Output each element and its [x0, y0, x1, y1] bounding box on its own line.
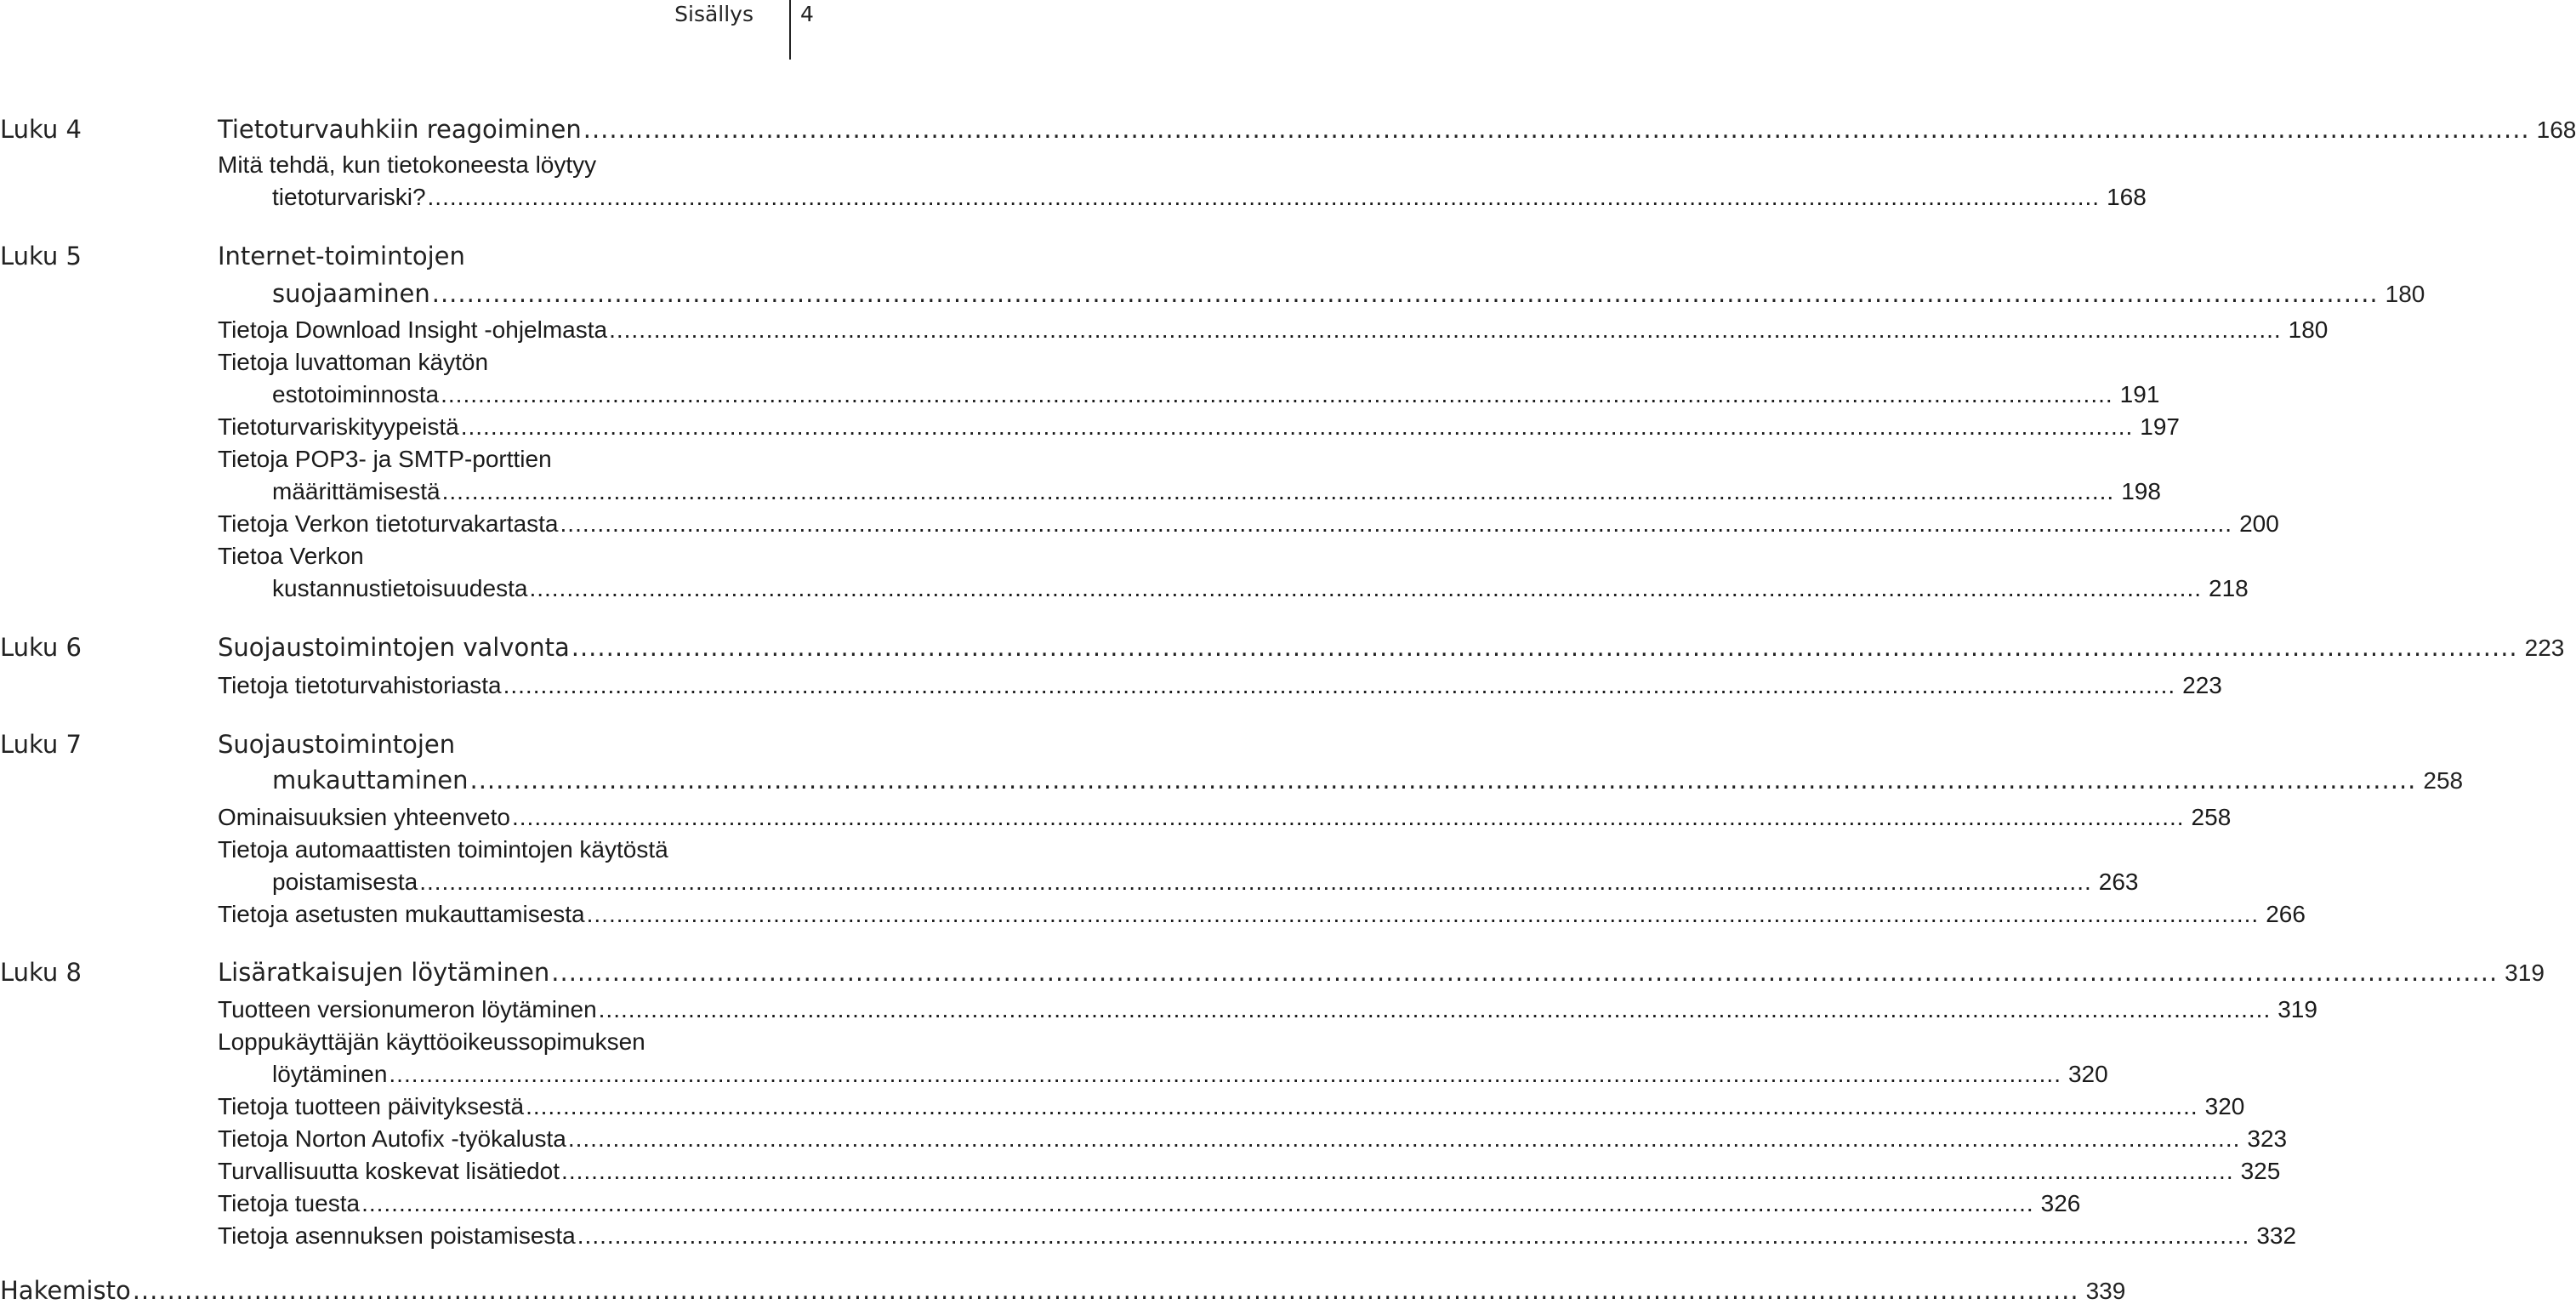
dot-leader: ................................................................................................................................................................................................................................	[460, 413, 2134, 440]
toc-entry-text: Loppukäyttäjän käyttöoikeussopimuksen	[218, 1028, 645, 1055]
dot-leader: ................................................................................................................................................................................................................................	[389, 1061, 2061, 1087]
page-number: 197	[2140, 413, 2180, 440]
toc-entry-text: Tietoja asetusten mukauttamisesta	[218, 901, 585, 927]
page-number: 320	[2204, 1093, 2245, 1119]
dot-leader: ................................................................................................................................................................................................................................	[361, 1190, 2034, 1216]
toc-entry-link[interactable]	[272, 869, 2139, 896]
page-number: 266	[2266, 901, 2306, 927]
page-number: 191	[2119, 381, 2160, 407]
toc-heading-text: mukauttaminen	[272, 766, 469, 795]
toc-entry-text: Tietoja Norton Autofix -työkalusta	[218, 1125, 566, 1152]
dot-leader: ................................................................................................................................................................................................................................	[567, 1125, 2241, 1152]
page-number: 180	[2385, 281, 2425, 307]
chapter-label: Luku 4	[0, 115, 82, 144]
toc-heading-text: Suojaustoimintojen valvonta	[218, 633, 570, 662]
header-page-number: 4	[800, 2, 814, 26]
dot-leader: ................................................................................................................................................................................................................................	[431, 279, 2379, 308]
toc-entry-link[interactable]	[272, 381, 2160, 408]
toc-entry-text: tietoturvariski?	[272, 184, 426, 210]
toc-entry-link[interactable]	[218, 672, 2222, 699]
toc-heading-text: Suojaustoimintojen	[218, 730, 456, 759]
toc-entry-text: Tietoja asennuksen poistamisesta	[218, 1222, 576, 1249]
page-number: 319	[2505, 960, 2545, 986]
toc-heading-text: Tietoturvauhkiin reagoiminen	[218, 115, 582, 144]
dot-leader: ................................................................................................................................................................................................................................	[469, 766, 2417, 795]
dot-leader: ................................................................................................................................................................................................................................	[529, 575, 2202, 601]
page-number: 263	[2098, 869, 2139, 895]
chapter-label: Luku 6	[0, 633, 82, 662]
toc-entry-text: Tietoa Verkon	[218, 543, 364, 569]
toc-entry-link[interactable]	[218, 413, 2180, 441]
page-number: 198	[2121, 478, 2161, 504]
chapter-label: Luku 8	[0, 958, 82, 987]
toc-entry-link[interactable]	[218, 316, 2329, 344]
toc-entry-text: kustannustietoisuudesta	[272, 575, 528, 601]
toc-entry-link[interactable]	[272, 1061, 2108, 1088]
dot-leader: ................................................................................................................................................................................................................................	[598, 996, 2272, 1022]
dot-leader: ................................................................................................................................................................................................................................	[561, 1158, 2234, 1184]
page-number: 258	[2191, 804, 2232, 830]
page-number: 326	[2040, 1190, 2081, 1216]
toc-entry-link[interactable]	[218, 1222, 2297, 1250]
toc-heading-text: suojaaminen	[272, 279, 430, 308]
toc-entry-text: Mitä tehdä, kun tietokoneesta löytyy	[218, 151, 597, 178]
toc-heading-link[interactable]	[218, 115, 2576, 144]
toc-heading-link[interactable]	[272, 279, 2425, 308]
dot-leader: ................................................................................................................................................................................................................................	[441, 381, 2113, 407]
toc-entry-text: estotoiminnosta	[272, 381, 440, 407]
page-number: 168	[2107, 184, 2147, 210]
dot-leader: ................................................................................................................................................................................................................................	[503, 672, 2176, 698]
dot-leader: ................................................................................................................................................................................................................................	[571, 633, 2518, 662]
toc-entry-link[interactable]	[272, 575, 2249, 602]
dot-leader: ................................................................................................................................................................................................................................	[583, 115, 2530, 144]
toc-entry-link[interactable]	[218, 804, 2232, 831]
page-number: 339	[2085, 1278, 2126, 1304]
page-number: 332	[2256, 1222, 2297, 1249]
chapter-label: Luku 7	[0, 730, 82, 759]
dot-leader: ................................................................................................................................................................................................................................	[526, 1093, 2198, 1119]
dot-leader: ................................................................................................................................................................................................................................	[419, 869, 2092, 895]
toc-entry-text: Tietoja POP3- ja SMTP-porttien	[218, 446, 552, 472]
page-number: 223	[2182, 672, 2222, 698]
page-number: 320	[2067, 1061, 2108, 1087]
page-number: 200	[2239, 510, 2279, 537]
toc-entry-text: Ominaisuuksien yhteenveto	[218, 804, 510, 830]
page-number: 323	[2247, 1125, 2288, 1152]
toc-entry-text: Tietoja automaattisten toimintojen käytöstä	[218, 836, 668, 863]
toc-entry-text: Turvallisuutta koskevat lisätiedot	[218, 1158, 560, 1184]
toc-heading-text: Lisäratkaisujen löytäminen	[218, 958, 550, 987]
toc-entry-link[interactable]	[218, 1125, 2288, 1153]
dot-leader: ................................................................................................................................................................................................................................	[511, 804, 2185, 830]
page-number: 168	[2536, 117, 2576, 143]
toc-heading-link[interactable]	[218, 633, 2565, 662]
toc-heading-text: Hakemisto	[0, 1276, 131, 1305]
toc-entry-link[interactable]	[218, 901, 2306, 928]
toc-entry-text: poistamisesta	[272, 869, 418, 895]
toc-entry-link[interactable]	[272, 478, 2161, 505]
toc-entry-link[interactable]	[218, 1190, 2081, 1217]
page-number: 325	[2240, 1158, 2281, 1184]
page-number: 258	[2423, 767, 2464, 794]
toc-entry-text: Tietoja luvattoman käytön	[218, 349, 489, 375]
dot-leader: ................................................................................................................................................................................................................................	[132, 1276, 2079, 1305]
toc-entry-text: Tietoja tuotteen päivityksestä	[218, 1093, 525, 1119]
page-number: 319	[2277, 996, 2317, 1022]
toc-entry-text: määrittämisestä	[272, 478, 441, 504]
toc-entry-link[interactable]	[218, 1093, 2245, 1120]
dot-leader: ................................................................................................................................................................................................................................	[427, 184, 2101, 210]
toc-entry-text: Tuotteen versionumeron löytäminen	[218, 996, 597, 1022]
page-number: 218	[2209, 575, 2249, 601]
toc-entry-link[interactable]	[272, 184, 2147, 211]
toc-entry-text: Tietoturvariskityypeistä	[218, 413, 459, 440]
toc-heading-text: Internet-toimintojen	[218, 242, 465, 271]
chapter-label: Luku 5	[0, 242, 82, 271]
toc-entry-text: Tietoja Download Insight -ohjelmasta	[218, 316, 608, 343]
dot-leader: ................................................................................................................................................................................................................................	[586, 901, 2260, 927]
toc-entry-text: löytäminen	[272, 1061, 388, 1087]
dot-leader: ................................................................................................................................................................................................................................	[551, 958, 2499, 987]
toc-index-link[interactable]	[0, 1276, 2126, 1305]
toc-entry-link[interactable]	[218, 996, 2317, 1023]
dot-leader: ................................................................................................................................................................................................................................	[609, 316, 2282, 343]
dot-leader: ................................................................................................................................................................................................................................	[441, 478, 2115, 504]
dot-leader: ................................................................................................................................................................................................................................	[577, 1222, 2250, 1249]
page-number: 180	[2288, 316, 2329, 343]
toc-entry-link[interactable]	[218, 1158, 2281, 1185]
toc-entry-text: Tietoja tietoturvahistoriasta	[218, 672, 502, 698]
toc-heading-link[interactable]	[218, 958, 2545, 987]
toc-heading-link[interactable]	[272, 766, 2464, 795]
dot-leader: ................................................................................................................................................................................................................................	[560, 510, 2233, 537]
header-title: Sisällys	[674, 2, 753, 26]
page-number: 223	[2524, 635, 2565, 661]
toc-entry-text: Tietoja tuesta	[218, 1190, 361, 1216]
toc-entry-text: Tietoja Verkon tietoturvakartasta	[218, 510, 559, 537]
toc-entry-link[interactable]	[218, 510, 2279, 538]
